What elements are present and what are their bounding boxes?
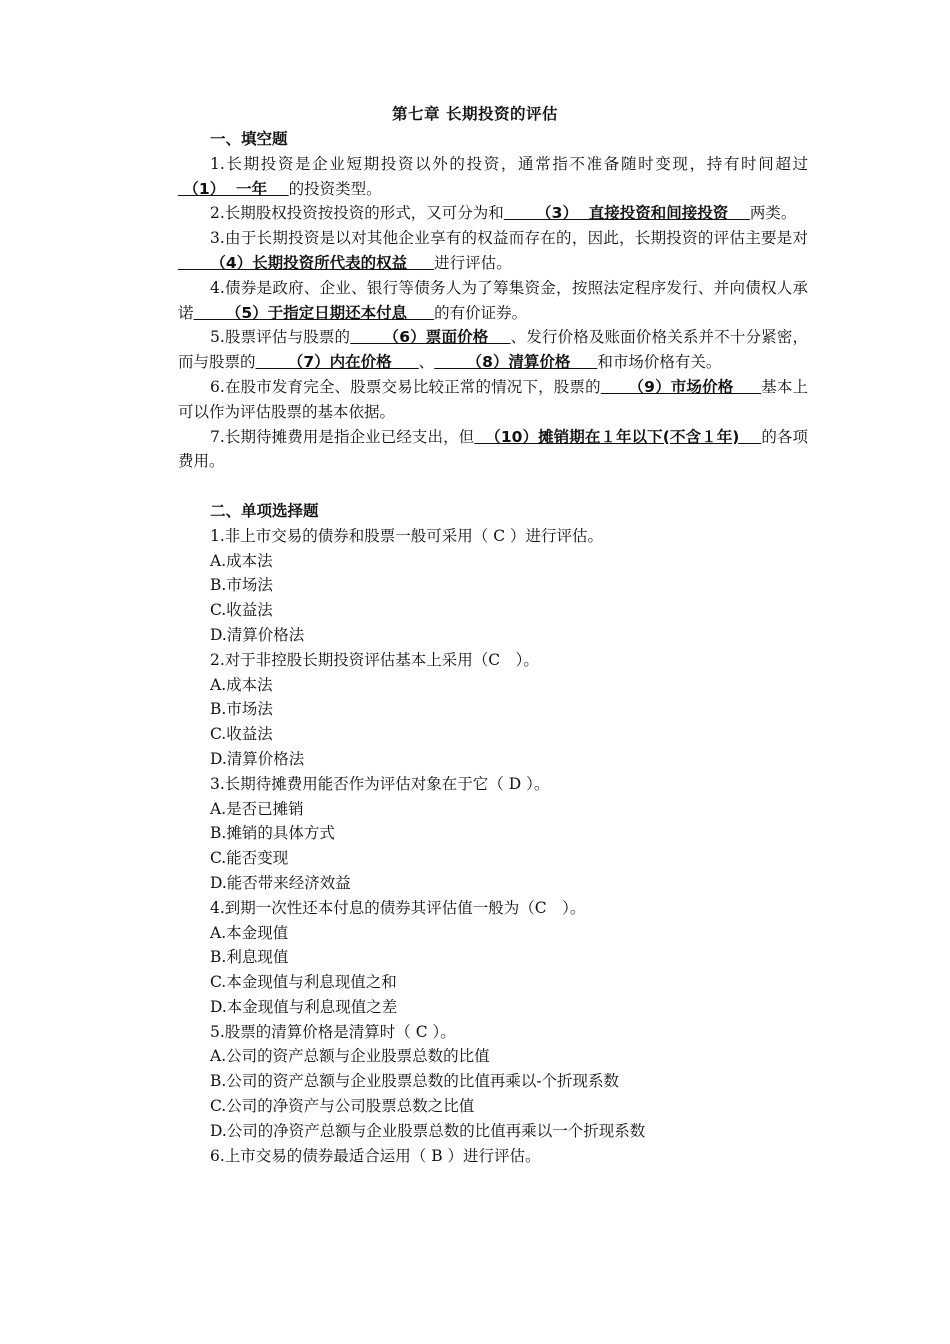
question-3: 3.长期待摊费用能否作为评估对象在于它（ D ）。 (210, 774, 550, 793)
option-line: B.市场法 (210, 576, 273, 595)
document-body (178, 127, 808, 1168)
option-line: C.本金现值与利息现值之和 (210, 973, 397, 992)
option-line: A.本金现值 (210, 923, 289, 942)
option-line: C.收益法 (210, 601, 273, 620)
option-line: B.市场法 (210, 700, 273, 719)
answer-blank: （5）于指定日期还本付息 (193, 303, 435, 322)
option-line: A.成本法 (210, 551, 273, 570)
fill-blank-item-4: 4.债券是政府、企业、银行等债务人为了筹集资金，按照法定程序发行、并向债权人承诺 （5）于指定日期还本付息 的有价证券。 (178, 278, 808, 322)
spacer (178, 474, 808, 499)
option-line: D.本金现值与利息现值之差 (210, 997, 398, 1016)
answer-blank: （10）摊销期在１年以下(不含１年) (474, 427, 762, 446)
section-heading-single-choice: 二、单项选择题 (210, 501, 319, 520)
option-line: A.公司的资产总额与企业股票总数的比值 (210, 1047, 490, 1066)
question-4: 4.到期一次性还本付息的债券其评估值一般为（C ）。 (210, 898, 586, 917)
question-6: 6.上市交易的债券最适合运用（ B ）进行评估。 (210, 1146, 541, 1165)
answer-blank: （7）内在价格 (255, 353, 419, 372)
answer-blank: （4）长期投资所代表的权益 (178, 253, 435, 272)
answer-blank: （1） 一年 (178, 179, 289, 198)
question-1: 1.非上市交易的债券和股票一般可采用（ C ）进行评估。 (210, 526, 604, 545)
option-line: C.收益法 (210, 725, 273, 744)
option-line: D.能否带来经济效益 (210, 873, 351, 892)
fill-blank-item-3: 3.由于长期投资是以对其他企业享有的权益而存在的，因此，长期投资的评估主要是对 （4）长期投资所代表的权益 进行评估。 (178, 229, 808, 272)
option-line: D.清算价格法 (210, 625, 305, 644)
answer-blank: （9）市场价格 (600, 377, 762, 396)
answer-blank: （3） 直接投资和间接投资 (503, 204, 750, 223)
fill-blank-item-7: 7.长期待摊费用是指企业已经支出，但 （10）摊销期在１年以下(不含１年) 的各项费用。 (178, 427, 808, 471)
option-line: A.成本法 (210, 675, 273, 694)
section-heading-fill-blank: 一、填空题 (210, 130, 288, 148)
option-line: D.清算价格法 (210, 749, 305, 768)
fill-blank-item-6: 6.在股市发育完全、股票交易比较正常的情况下，股票的 （9）市场价格 基本上可以作为评估股票的基本依据。 (178, 377, 808, 421)
option-line: D.公司的净资产总额与企业股票总数的比值再乘以一个折现系数 (210, 1121, 646, 1140)
option-line: A.是否已摊销 (210, 799, 304, 818)
option-line: B.摊销的具体方式 (210, 824, 335, 843)
fill-blank-item-1: 1.长期投资是企业短期投资以外的投资，通常指不准备随时变现，持有时间超过 （1） 一年 的投资类型。 (178, 154, 808, 198)
answer-blank: （6）票面价格 (350, 328, 511, 347)
chapter-title: 第七章 长期投资的评估 (392, 105, 558, 123)
question-2: 2.对于非控股长期投资评估基本上采用（C ）。 (210, 650, 539, 669)
fill-blank-item-2: 2.长期股权投资按投资的形式，又可分为和 （3） 直接投资和间接投资 两类。 (210, 204, 797, 223)
option-line: B.利息现值 (210, 948, 289, 967)
answer-blank: （8）清算价格 (434, 353, 598, 372)
question-5: 5.股票的清算价格是清算时（ C ）。 (210, 1022, 456, 1041)
option-line: C.公司的净资产与公司股票总数之比值 (210, 1097, 475, 1116)
fill-blank-item-5: 5.股票评估与股票的 （6）票面价格 、发行价格及账面价格关系并不十分紧密，而与股票的 （7）内在价格 、 （8）清算价格 和市场价格有关。 (178, 328, 808, 372)
option-line: C.能否变现 (210, 849, 289, 868)
option-line: B.公司的资产总额与企业股票总数的比值再乘以-个折现系数 (210, 1072, 620, 1091)
